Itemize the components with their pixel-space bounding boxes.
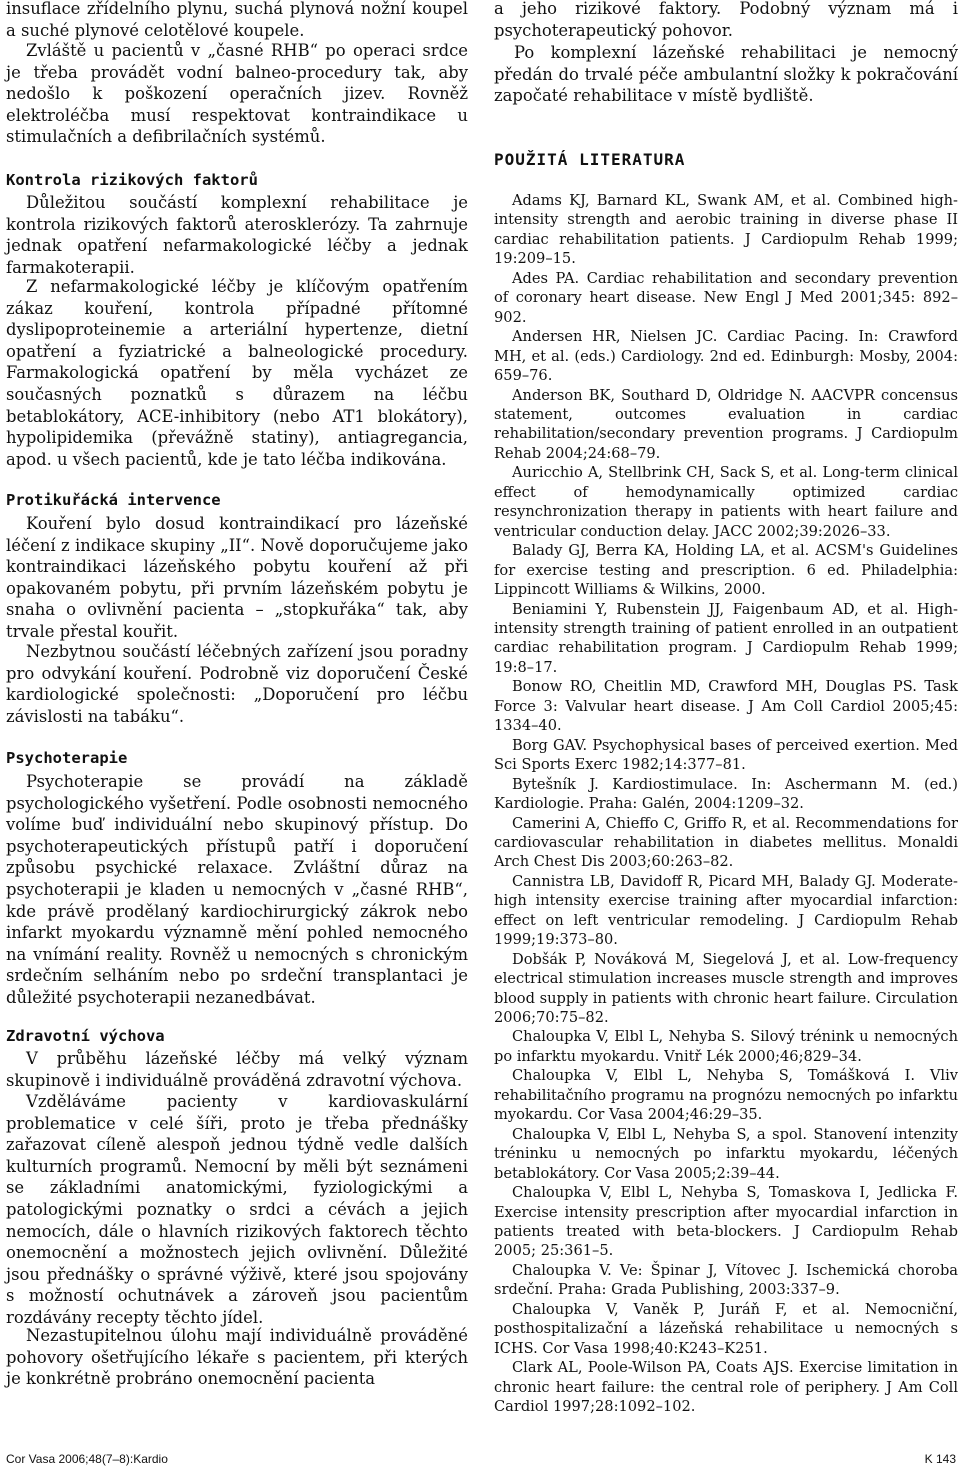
smoking-paragraph-2: Nezbytnou součástí léčebných zařízení jsou poradny pro odvykání kouření. Podrobně viz doporučení České kardiologické společnosti: „Doporučení pro léčbu závislosti na tabáku“.	[6, 642, 468, 726]
reference-item: Bytešník J. Kardiostimulace. In: Aschermann M. (ed.) Kardiologie. Praha: Galén, 2004:1209–32.	[494, 775, 958, 813]
reference-item: Andersen HR, Nielsen JC. Cardiac Pacing. In: Crawford MH, et al. (eds.) Cardiology. 2nd ed. Edinburgh: Mosby, 2004: 659–76.	[494, 328, 958, 385]
reference-item: Chaloupka V, Elbl L, Nehyba S, Tomášková I. Vliv rehabilitačního programu na prognózu nemocných po infarktu myokardu. Cor Vasa 2004;46:29–35.	[494, 1067, 958, 1124]
aftercare-paragraph: Po komplexní lázeňské rehabilitaci je nemocný předán do trvalé péče ambulantní složky k pokračování započaté rehabilitace v místě bydliště.	[494, 43, 958, 106]
reference-item: Adams KJ, Barnard KL, Swank AM, et al. Combined high-intensity strength and aerobic training in diverse phase II cardiac rehabilitation patients. J Cardiopulm Rehab 1999; 19:209–15.	[494, 192, 958, 268]
continuation-paragraph: a jeho rizikové faktory. Podobný význam má i psychoterapeutický pohovor.	[494, 0, 958, 40]
heading-risk-factors: Kontrola rizikových faktorů	[6, 171, 258, 189]
footer-page-number: K 143	[924, 1452, 956, 1466]
reference-item: Anderson BK, Southard D, Oldridge N. AACVPR concensus statement, outcomes evaluation in cardiac rehabilitation/secondary prevention programs. J Cardiopulm Rehab 2004;24:68–79.	[494, 386, 958, 462]
reference-item: Chaloupka V. Ve: Špinar J, Vítovec J. Ischemická choroba srdeční. Praha: Grada Publishing, 2003:337–9.	[494, 1261, 958, 1299]
intro-paragraph-2: Zvláště u pacientů v „časné RHB“ po operaci srdce je třeba provádět vodní balneo-procedury tak, aby nedošlo k poškození operačních jizev. Rovněž elektroléčba musí respektovat kontraindikace u stimulačních a defibrilačních systémů.	[6, 41, 468, 147]
heading-smoking-intervention: Protikuřácká intervence	[6, 491, 221, 509]
literature-heading: POUŽITÁ LITERATURA	[494, 150, 686, 169]
risk-factors-paragraph-1: Důležitou součástí komplexní rehabilitace je kontrola rizikových faktorů aterosklerózy. Ta zahrnuje jednak opatření nefarmakologické léčby a jednak farmakoterapii.	[6, 193, 468, 277]
reference-item: Cannistra LB, Davidoff R, Picard MH, Balady GJ. Moderate-high intensity exercise training after myocardial infarction: effect on left ventricular remodeling. J Cardiopulm Rehab 1999;19:373–80.	[494, 872, 958, 949]
reference-item: Dobšák P, Nováková M, Siegelová J, et al. Low-frequency electrical stimulation increases muscle strength and improves blood supply in patients with chronic heart failure. Circulation 2006;70:75–82.	[494, 950, 958, 1027]
reference-item: Borg GAV. Psychophysical bases of perceived exertion. Med Sci Sports Exerc 1982;14:377–81.	[494, 736, 958, 774]
smoking-paragraph-1: Kouření bylo dosud kontraindikací pro lázeňské léčení z indikace skupiny „II“. Nově doporučujeme jako kontraindikaci lázeňského pobytu kouření až při opakovaném pobytu, při prvním lázeňském pobytu je snaha o ovlivnění pacienta – „stopkuřáka“ tak, aby trvale přestal kouřit.	[6, 514, 468, 641]
heading-psychotherapy: Psychoterapie	[6, 749, 128, 767]
reference-item: Bonow RO, Cheitlin MD, Crawford MH, Douglas PS. Task Force 3: Valvular heart disease. J Am Coll Cardiol 2005;45: 1334–40.	[494, 678, 958, 735]
psychotherapy-paragraph-1: Psychoterapie se provádí na základě psychologického vyšetření. Podle osobnosti nemocného volíme buď individuální nebo skupinový přístup. Do psychoterapeutických přístupů patří i doporučení způsobu psychické relaxace. Zvláštní důraz na psychoterapii je kladen u nemocných v „časné RHB“, kde právě prodělaný kardiochirurgický zákrok nebo infarkt myokardu významně mění pohled nemocného na vnímání reality. Rovněž u nemocných s chronickým srdečním selháním nebo po srdeční transplantaci je důležité psychoterapii nezanedbávat.	[6, 772, 468, 1007]
reference-item: Ades PA. Cardiac rehabilitation and secondary prevention of coronary heart disease. New Engl J Med 2001;345: 892–902.	[494, 269, 958, 326]
education-paragraph-2: Vzděláváme pacienty v kardiovaskulární problematice v celé šíři, proto je třeba přednášky zařazovat cíleně alespoň jednou týdně vedle dalších kulturních programů. Nemocní by měli být seznámeni se základními anatomickými, fyziologickými a patologickými poznatky o srdci a cévách a jejich nemocích, dále o hlavních rizikových faktorech těchto onemocnění a možnostech jejich ovlivnění. Důležité jsou přednášky o správné výživě, které jsou spojovány s možností ochutnávek a zároveň jsou pacientům rozdávány recepty těchto jídel.	[6, 1092, 468, 1327]
reference-list	[494, 191, 958, 1417]
reference-item: Chaloupka V, Elbl L, Nehyba S. Silový trénink u nemocných po infarktu myokardu. Vnitř Lék 2000;46;829–34.	[494, 1028, 958, 1065]
reference-item: Clark AL, Poole-Wilson PA, Coats AJS. Exercise limitation in chronic heart failure: the central role of periphery. J Am Coll Cardiol 1997;28:1092–102.	[494, 1359, 958, 1416]
risk-factors-paragraph-2: Z nefarmakologické léčby je klíčovým opatřením zákaz kouření, kontrola případné přítomné dyslipoproteinemie a arteriální hypertenze, dietní opatření a fyziatrické a balneologické procedury. Farmakologická opatření by měla vycházet ze současných poznatků s důrazem na léčbu betablokátory, ACE-inhibitory (nebo AT1 blokátory), hypolipidemika (převážně statiny), antiagregancia, apod. u všech pacientů, kde je tato léčba indikována.	[6, 277, 468, 469]
reference-item: Balady GJ, Berra KA, Holding LA, et al. ACSM's Guidelines for exercise testing and prescription. 6 ed. Philadelphia: Lippincott Williams & Wilkins, 2000.	[494, 542, 958, 599]
education-paragraph-1: V průběhu lázeňské léčby má velký význam skupinově i individuálně prováděná zdravotní výchova.	[6, 1049, 468, 1090]
reference-item: Beniamini Y, Rubenstein JJ, Faigenbaum AD, et al. High-intensity strength training of patient enrolled in an outpatient cardiac rehabilitation program. J Cardiopulm Rehab 1999; 19:8–17.	[494, 600, 958, 676]
reference-item: Auricchio A, Stellbrink CH, Sack S, et al. Long-term clinical effect of hemodynamically optimized cardiac resynchronization therapy in patients with heart failure and ventricular conduction delay. JACC 2002;39:2026–33.	[494, 464, 958, 540]
reference-item: Chaloupka V, Elbl L, Nehyba S, a spol. Stanovení intenzity tréninku u nemocných po infarktu myokardu, léčených betablokátory. Cor Vasa 2005;2:39–44.	[494, 1125, 958, 1182]
reference-item: Camerini A, Chieffo C, Griffo R, et al. Recommendations for cardiovascular rehabilitation in diabetes mellitus. Monaldi Arch Chest Dis 2003;60:263–82.	[494, 814, 958, 871]
education-paragraph-3: Nezastupitelnou úlohu mají individuálně prováděné pohovory ošetřujícího lékaře s pacientem, při kterých je konkrétně probráno onemocnění pacienta	[6, 1326, 468, 1389]
heading-health-education: Zdravotní výchova	[6, 1027, 165, 1045]
reference-item: Chaloupka V, Vaněk P, Juráň F, et al. Nemocniční, posthospitalizační a lázeňská rehabilitace u nemocných s ICHS. Cor Vasa 1998;40:K243–K251.	[494, 1300, 958, 1357]
intro-paragraph-1: insuflace zřídelního plynu, suchá plynová nožní koupel a suché plynové celotělové koupele.	[6, 0, 468, 40]
footer-journal-citation: Cor Vasa 2006;48(7–8):Kardio	[6, 1452, 168, 1466]
reference-item: Chaloupka V, Elbl L, Nehyba S, Tomaskova I, Jedlicka F. Exercise intensity prescription after myocardial infarction in patients treated with beta-blockers. J Cardiopulm Rehab 2005; 25:361–5.	[494, 1184, 958, 1260]
